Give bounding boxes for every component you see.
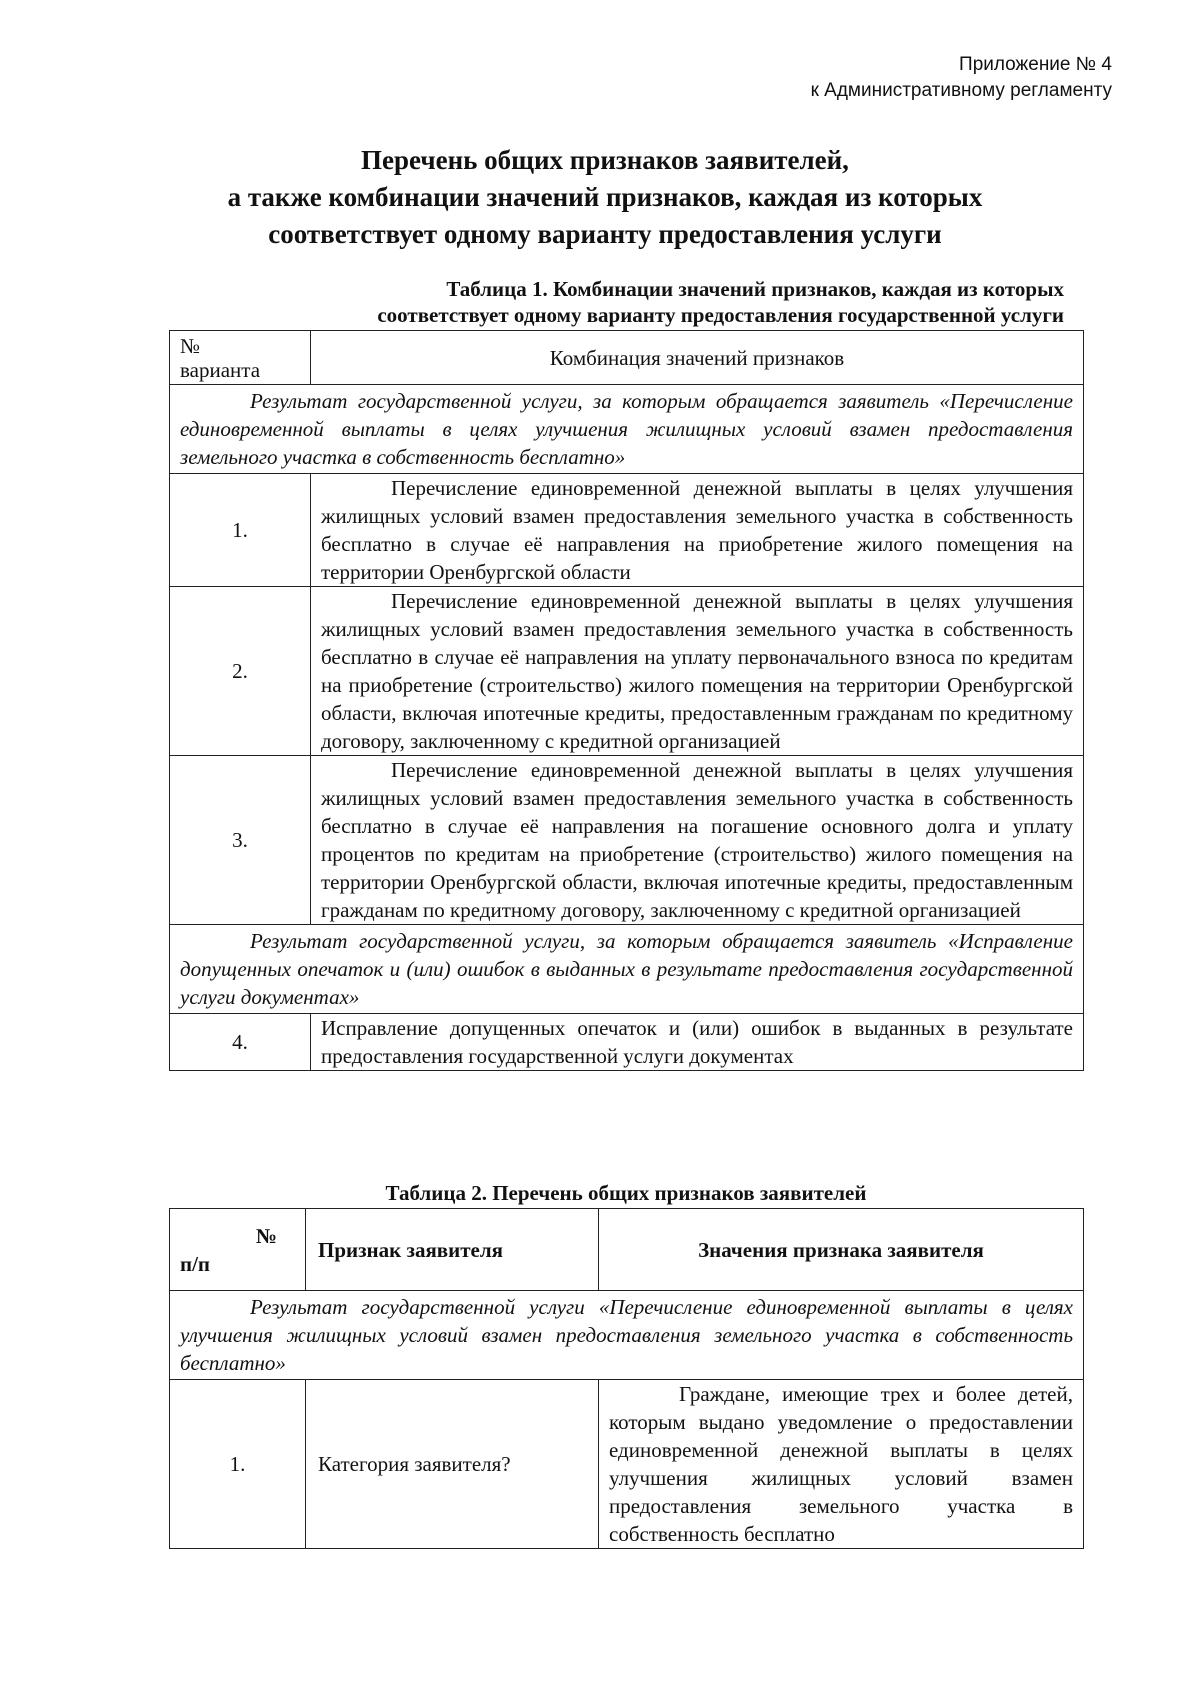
appendix-note (811, 52, 1112, 104)
variant-combination: Перечисление единовременной денежной выплаты в целях улучшения жилищных условий взамен предоставления земельного участка в собственность бесплатно в случае её направления на погашение основного долга и уплату процентов по кредитам на приобретение (строительство) жилого помещения на территории Оренбургской области, включая ипотечные кредиты, предоставленным гражданам по кредитному договору, заключенному с кредитной организацией (311, 756, 1084, 925)
feature-number: 1. (170, 1380, 306, 1549)
table2-col-num-label: п/п (180, 1251, 211, 1276)
title-line-2: а также комбинации значений признаков, каждая из которых (227, 182, 983, 212)
table1-section-row (170, 925, 1084, 1014)
table2-col-num (170, 1209, 306, 1291)
feature-name: Категория заявителя? (306, 1380, 599, 1549)
variant-combination: Перечисление единовременной денежной выплаты в целях улучшения жилищных условий взамен предоставления земельного участка в собственность бесплатно в случае её направления на приобретение жилого помещения на территории Оренбургской области (311, 474, 1084, 587)
table2-section-1: Результат государственной услуги «Перечисление единовременной выплаты в целях улучшения жилищных условий взамен предоставления земельного участка в собственность бесплатно» (170, 1291, 1084, 1380)
table1-section-row (170, 385, 1084, 474)
table-row (170, 1380, 1084, 1549)
table1-col-num (170, 331, 311, 385)
variant-number: 4. (170, 1014, 311, 1071)
table2-col-num-symbol: № (255, 1223, 277, 1248)
table-row (170, 756, 1084, 925)
variant-number: 1. (170, 474, 311, 587)
table1-caption-line-1: Таблица 1. Комбинации значений признаков, каждая из которых (446, 277, 1064, 301)
title-line-3: соответствует одному варианту предоставления услуги (268, 219, 942, 249)
table-row (170, 474, 1084, 587)
table2-col-feature: Признак заявителя (306, 1209, 599, 1291)
variant-number: 2. (170, 587, 311, 756)
table1-col-combination: Комбинация значений признаков (311, 331, 1084, 385)
table1-caption-line-2: соответствует одному варианту предоставления государственной услуги (377, 303, 1064, 327)
table1-variants (169, 330, 1084, 1071)
appendix-number: Приложение № 4 (959, 54, 1112, 75)
variant-number: 3. (170, 756, 311, 925)
table2-caption: Таблица 2. Перечень общих признаков заявителей (385, 1181, 867, 1205)
table1-col-num-symbol: № (180, 333, 201, 358)
feature-value: Граждане, имеющие трех и более детей, которым выдано уведомление о предоставлении единовременной денежной выплаты в целях улучшения жилищных условий взамен предоставления земельного участка в собственность бесплатно (599, 1380, 1084, 1549)
table1-col-num-label: варианта (180, 357, 261, 382)
table2-header-row (170, 1209, 1084, 1291)
table1-section-2: Результат государственной услуги, за которым обращается заявитель «Исправление допущенных опечаток и (или) ошибок в выданных в результате предоставления государственной услуги документах» (170, 925, 1084, 1014)
table-row (170, 587, 1084, 756)
appendix-reference: к Административному регламенту (810, 80, 1112, 101)
table1-header-row (170, 331, 1084, 385)
table1-section-1: Результат государственной услуги, за которым обращается заявитель «Перечисление единовременной выплаты в целях улучшения жилищных условий взамен предоставления земельного участка в собственность бесплатно» (170, 385, 1084, 474)
title-line-1: Перечень общих признаков заявителей, (361, 145, 849, 175)
table1-caption (240, 276, 1064, 328)
table2-col-values: Значения признака заявителя (599, 1209, 1084, 1291)
document-title (165, 142, 1045, 253)
table2-features (169, 1208, 1084, 1549)
table2-section-row (170, 1291, 1084, 1380)
table-row (170, 1014, 1084, 1071)
variant-combination: Перечисление единовременной денежной выплаты в целях улучшения жилищных условий взамен предоставления земельного участка в собственность бесплатно в случае её направления на уплату первоначального взноса по кредитам на приобретение (строительство) жилого помещения на территории Оренбургской области, включая ипотечные кредиты, предоставленным гражданам по кредитному договору, заключенному с кредитной организацией (311, 587, 1084, 756)
variant-combination: Исправление допущенных опечаток и (или) ошибок в выданных в результате предоставления государственной услуги документах (311, 1014, 1084, 1071)
